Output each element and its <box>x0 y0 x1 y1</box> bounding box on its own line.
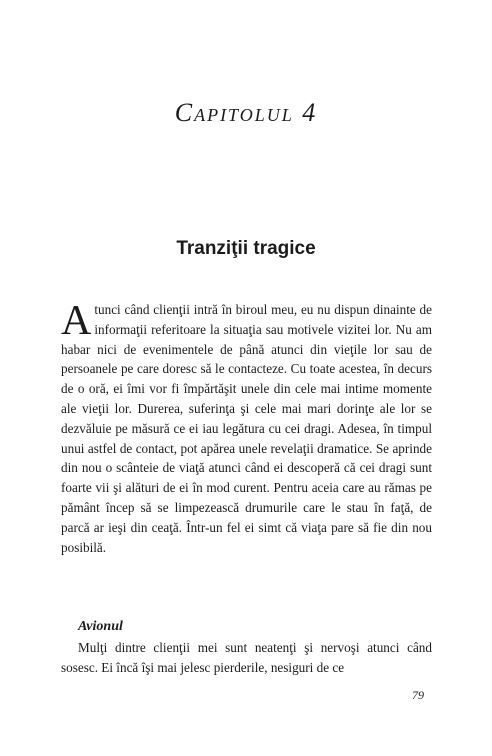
section-heading: Avionul <box>78 619 123 634</box>
page-number: 79 <box>412 688 424 702</box>
drop-cap: A <box>61 298 92 344</box>
opening-paragraph-text: tunci când clienţii intră în biroul meu, eu nu dispun dinainte de informaţii referitoare la situaţia sau motivele vizitei lor. Nu am habar nici de evenimentele de până atunci din vieţile lor sau de persoanele pe care doresc să le contacteze. Cu toate acestea, în decurs de o oră, ei îmi vor fi împărtăşit unele din cele mai intime momente ale vieţii lor. Durerea, suferinţa şi cele mai mari dorinţe ale lor se dezvăluie pe măsură ce ei iau legătura cu cei dragi. Adesea, în timpul unui astfel de contact, pot apărea unele revelaţii dramatice. Se aprinde din nou o scânteie de viaţă atunci când ei descoperă că cei dragi sunt foarte vii şi alături de ei în mod curent. Pentru aceia care au rămas pe pământ încep să se limpezească drumurile care le stau în faţă, de parcă ar ieşi din ceaţă. Într-un fel ei simt că viaţa pare să fie din nou posibilă. <box>61 302 432 555</box>
chapter-label: Capitolul 4 <box>174 98 318 127</box>
chapter-title: Tranziţii tragice <box>176 238 316 259</box>
section-paragraph: Mulţi dintre clienţii mei sunt neatenţi şi nervoşi atunci când sosesc. Ei încă îşi mai jelesc pierderile, nesiguri de ce <box>61 640 432 675</box>
opening-paragraph <box>61 300 432 557</box>
